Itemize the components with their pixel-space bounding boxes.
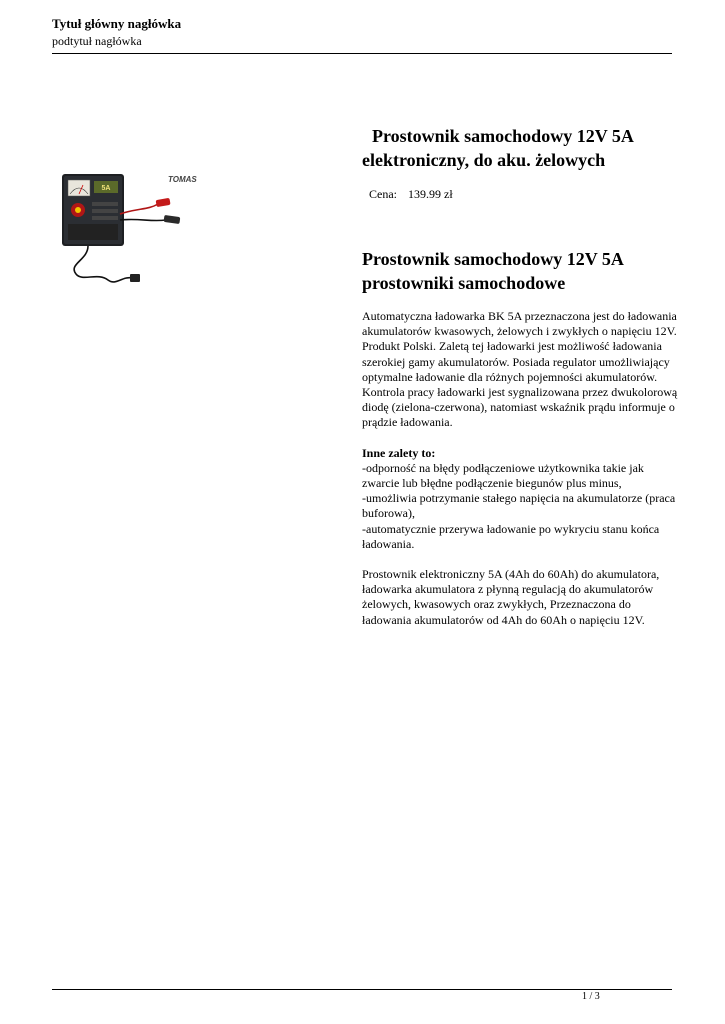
description bbox=[362, 309, 682, 643]
advantages-block bbox=[362, 446, 682, 552]
charger-display-text: 5A bbox=[101, 185, 111, 192]
footer-divider bbox=[52, 989, 672, 990]
page-number: 1 / 3 bbox=[582, 991, 600, 1002]
description-paragraph: Automatyczna ładowarka BK 5A przeznaczona jest do ładowania akumulatorów kwasowych, żelowych i zwykłych o napięciu 12V. Produkt Polski. Zaletą tej ładowarki jest możliwość ładowania szerokiej gamy akumulatorów. Posiada regulator umożliwiający optymalne ładowanie dla różnych pojemności akumulatorów. Kontrola pracy ładowarki jest sygnalizowana przez dwukolorową diodę (zielona-czerwona), natomiast wskaźnik prądu informuje o prądzie ładowania. bbox=[362, 309, 678, 430]
advantage-item: -umożliwia potrzymanie stałego napięcia na akumulatorze (praca buforowa), bbox=[362, 491, 676, 521]
battery-charger-icon bbox=[58, 168, 198, 288]
product-image bbox=[58, 168, 198, 288]
advantage-item: -odporność na błędy podłączeniowe użytkownika takie jak zwarcie lub błędne podłączenie biegunów plus minus, bbox=[362, 460, 644, 491]
advantages-heading: Inne zalety to: bbox=[362, 445, 436, 460]
product-title: Prostownik samochodowy 12V 5A elektroniczny, do aku. żelowych bbox=[362, 126, 633, 170]
header-subtitle: podtytuł nagłówka bbox=[52, 34, 142, 48]
brand-logo: TOMAS bbox=[168, 175, 197, 184]
price-row bbox=[369, 187, 453, 202]
header-title: Tytuł główny nagłówka bbox=[52, 16, 182, 31]
header-divider bbox=[52, 53, 672, 54]
advantage-item: -automatycznie przerywa ładowanie po wykryciu stanu końca ładowania. bbox=[362, 521, 660, 551]
description-paragraph: Prostownik elektroniczny 5A (4Ah do 60Ah) do akumulatora, ładowarka akumulatora z płynną regulacją do akumulatorów żelowych, kwasowych oraz zwykłych, Przeznaczona do ładowania akumulatorów od 4Ah do 60Ah o napięciu 12V. bbox=[362, 567, 660, 627]
price-value: 139.99 zł bbox=[408, 187, 453, 201]
price-label: Cena: bbox=[369, 187, 397, 201]
section-title: Prostownik samochodowy 12V 5A prostowniki samochodowe bbox=[362, 249, 623, 293]
